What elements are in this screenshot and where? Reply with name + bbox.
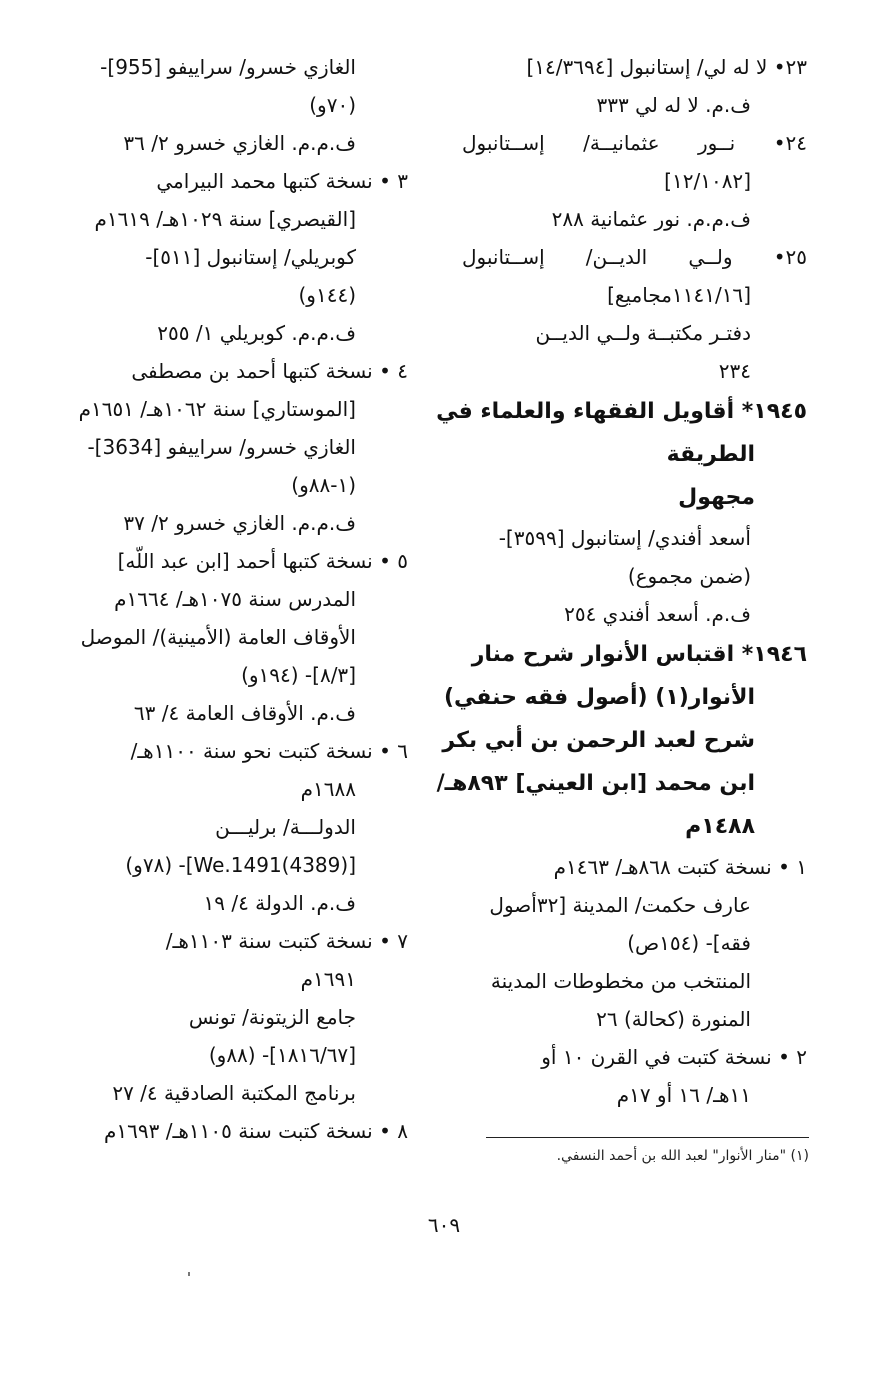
entry-line: ٥ • نسخة كتبها أحمد [ابن عبد اللّه] [117, 549, 408, 573]
entry-line: (٧٠و) [309, 93, 356, 117]
entry-line: [١١٤١/١٦مجاميع] [607, 283, 751, 307]
record-title: ١٩٤٦* اقتباس الأنوار شرح منار [471, 642, 807, 667]
entry-line: ٦ • نسخة كتبت نحو سنة ١١٠٠هـ/ [130, 739, 408, 763]
footnote: (١) "منار الأنوار" لعبد الله بن أحمد النسفي. [556, 1148, 809, 1164]
entry-line: [١٢/١٠٨٢] [664, 169, 751, 193]
entry-line: أسعد أفندي/ إستانبول [٣٥٩٩]- [498, 526, 751, 550]
entry-line: (١-٨٨و) [291, 473, 356, 497]
entry-line: المنورة (كحالة) ٢٦ [596, 1007, 751, 1031]
record-title: ١٩٤٥* أقاويل الفقهاء والعلماء في [436, 399, 807, 424]
entry-line: ١١هـ/ ١٦ أو ١٧م [616, 1083, 751, 1107]
entry-line: [القيصري] سنة ١٠٢٩هـ/ ١٦١٩م [94, 207, 356, 231]
entry-line: [٨/٣]- (١٩٤و) [241, 663, 356, 687]
entry-line: ١٦٩١م [300, 967, 356, 991]
entry-line: المدرس سنة ١٠٧٥هـ/ ١٦٦٤م [114, 587, 356, 611]
entry-line: ف.م.م. الغازي خسرو ٢/ ٣٦ [123, 131, 356, 155]
entry-line: (ضمن مجموع) [627, 564, 751, 588]
entry-line: ف.م.م. نور عثمانية ٢٨٨ [551, 207, 751, 231]
entry-line: ١ • نسخة كتبت ٨٦٨هـ/ ١٤٦٣م [553, 855, 807, 879]
entry-line: ٢ • نسخة كتبت في القرن ١٠ أو [541, 1045, 807, 1069]
entry-line: الأوقاف العامة (الأمينية)/ الموصل [80, 625, 356, 649]
entry-line: ٣ • نسخة كتبها محمد البيرامي [156, 169, 408, 193]
entry-line: [We.1491(4389)]- (٧٨و) [125, 853, 356, 877]
entry-line: ٢٣• لا له لي/ إستانبول [١٤/٣٦٩٤] [526, 55, 807, 79]
entry-line: ف.م.م. كوبريلي ١/ ٢٥٥ [157, 321, 356, 345]
entry-line: ٤ • نسخة كتبها أحمد بن مصطفى [131, 359, 408, 383]
entry-line: الغازي خسرو/ سراييفو [955]- [100, 55, 356, 79]
entry-line: (١٤٤و) [298, 283, 356, 307]
record-author: ابن محمد [ابن العيني] ٨٩٣هـ/ [436, 771, 755, 796]
entry-line: دفتـر مكتبــة ولــي الديــن [535, 321, 751, 345]
entry-line: ٧ • نسخة كتبت سنة ١١٠٣هـ/ [165, 929, 408, 953]
entry-line: برنامج المكتبة الصادقية ٤/ ٢٧ [112, 1081, 356, 1105]
record-author: شرح لعبد الرحمن بن أبي بكر [442, 728, 755, 753]
entry-line: الغازي خسرو/ سراييفو [3634]- [87, 435, 356, 459]
record-author: مجهول [678, 485, 755, 510]
entry-line: ف.م. الدولة ٤/ ١٩ [203, 891, 356, 915]
page-number: ٦٠٩ [427, 1213, 461, 1237]
entry-line: ٢٣٤ [718, 359, 751, 383]
record-title: الأنوار(١) (أصول فقه حنفي) [443, 685, 755, 710]
entry-line: ١٦٨٨م [300, 777, 356, 801]
record-author: ١٤٨٨م [685, 814, 755, 839]
entry-line: ف.م. أسعد أفندي ٢٥٤ [564, 602, 751, 626]
right-column [436, 48, 807, 1114]
entry-line: ف.م. لا له لي ٣٣٣ [596, 93, 751, 117]
record-title: الطريقة [666, 442, 755, 467]
entry-line: فقه]- (١٥٤ص) [627, 931, 751, 955]
entry-line: ٢٤• نــور عثمانيــة/ إســتانبول [462, 131, 807, 155]
entry-line: المنتخب من مخطوطات المدينة [490, 969, 751, 993]
entry-line: ف.م. الأوقاف العامة ٤/ ٦٣ [133, 701, 356, 725]
entry-line: الدولـــة/ برليـــن [215, 815, 356, 839]
entry-line: [١٨١٦/٦٧]- (٨٨و) [208, 1043, 356, 1067]
footnote-divider [486, 1137, 809, 1138]
entry-line: عارف حكمت/ المدينة [٣٢أصول [489, 893, 751, 917]
entry-line: ٨ • نسخة كتبت سنة ١١٠٥هـ/ ١٦٩٣م [104, 1119, 408, 1143]
entry-line: كوبريلي/ إستانبول [٥١١]- [145, 245, 356, 269]
entry-line: ف.م.م. الغازي خسرو ٢/ ٣٧ [123, 511, 356, 535]
entry-line: جامع الزيتونة/ تونس [188, 1005, 356, 1029]
left-column [76, 48, 408, 1150]
entry-line: [الموستاري] سنة ١٠٦٢هـ/ ١٦٥١م [78, 397, 356, 421]
scan-speck [188, 1272, 190, 1276]
entry-line: ٢٥• ولــي الديــن/ إســتانبول [462, 245, 807, 269]
